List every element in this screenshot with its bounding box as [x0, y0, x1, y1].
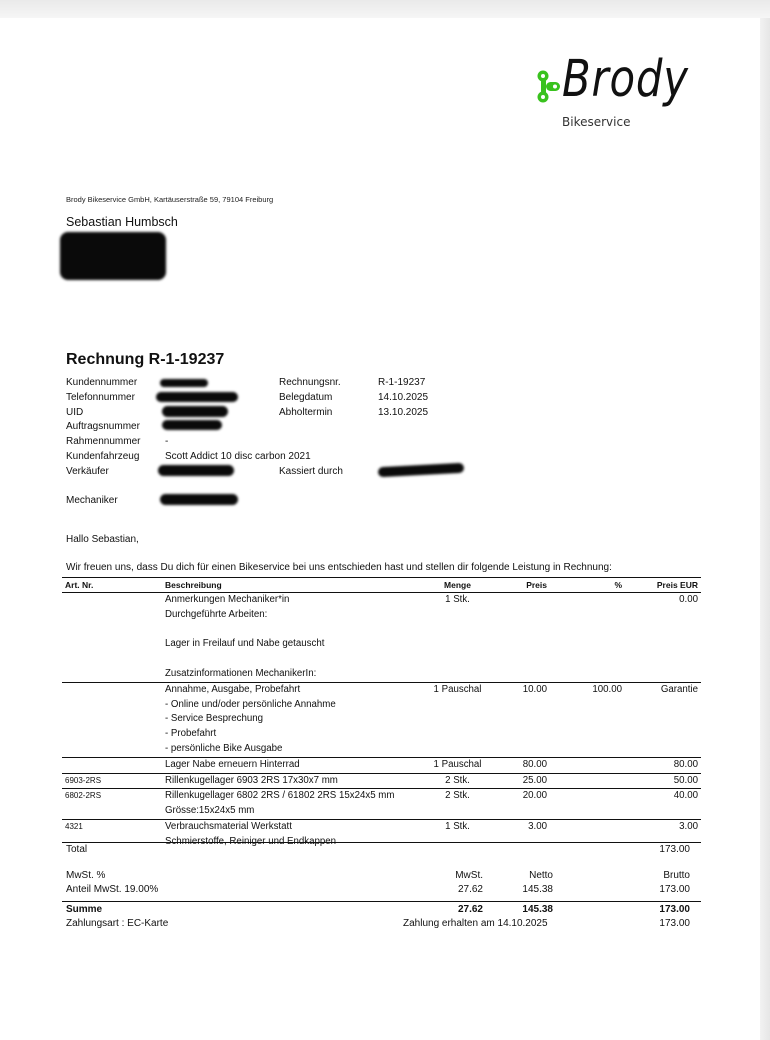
- summe-label: Summe: [66, 904, 103, 915]
- sender-address-line: Brody Bikeservice GmbH, Kartäuserstraße 59, 79104 Freiburg: [66, 195, 274, 204]
- meta-label-belegdatum: Belegdatum: [279, 392, 333, 403]
- meta-label-verkaeufer: Verkäufer: [66, 466, 109, 477]
- row-percent: [550, 727, 625, 742]
- meta-label-uid: UID: [66, 407, 84, 418]
- row-art-nr: [62, 804, 162, 819]
- row-description: Lager in Freilauf und Nabe getauscht: [165, 638, 325, 650]
- table-row: [62, 727, 701, 742]
- vat-header-netto: Netto: [529, 870, 553, 881]
- row-total: 80.00: [625, 757, 701, 773]
- redacted-verkaeufer: [158, 465, 234, 476]
- row-art-nr: [62, 698, 162, 713]
- row-price: [490, 742, 550, 757]
- row-total: 3.00: [625, 819, 701, 834]
- meta-label-rahmennummer: Rahmennummer: [66, 436, 141, 447]
- summe-brutto: 173.00: [659, 904, 690, 915]
- row-price: [490, 804, 550, 819]
- row-total: [625, 652, 701, 667]
- table-row: [62, 742, 701, 757]
- row-quantity: [425, 608, 490, 623]
- logo-subtitle: Bikeservice: [562, 115, 631, 129]
- table-row: [62, 652, 701, 667]
- logo-wordmark: Brody: [562, 50, 689, 109]
- payment-method: Zahlungsart : EC-Karte: [66, 918, 169, 929]
- col-header-menge: Menge: [425, 578, 490, 593]
- col-header-beschreibung: Beschreibung: [162, 578, 425, 593]
- row-price: [490, 637, 550, 652]
- vat-row-netto: 145.38: [522, 884, 553, 895]
- table-row: [62, 637, 701, 652]
- meta-label-kassiert-durch: Kassiert durch: [279, 466, 343, 477]
- row-total: [625, 727, 701, 742]
- summe-mwst: 27.62: [457, 904, 483, 915]
- row-price: 20.00: [490, 789, 550, 804]
- row-percent: [550, 698, 625, 713]
- row-description: - Service Besprechung: [165, 713, 264, 725]
- row-art-nr: [62, 712, 162, 727]
- row-price: [490, 608, 550, 623]
- vat-row-label: Anteil MwSt. 19.00%: [66, 884, 159, 895]
- row-quantity: 1 Stk.: [445, 594, 470, 605]
- row-price: [490, 667, 550, 682]
- row-total: [625, 667, 701, 682]
- total-value: 173.00: [659, 844, 690, 855]
- customer-name: Sebastian Humbsch: [66, 215, 178, 229]
- table-row: [62, 789, 701, 804]
- row-description: Verbrauchsmaterial Werkstatt: [162, 819, 425, 834]
- row-description: [162, 652, 425, 667]
- row-quantity: 2 Stk.: [425, 773, 490, 789]
- vat-row-brutto: 173.00: [659, 884, 690, 895]
- row-total: 50.00: [625, 773, 701, 789]
- row-price: 10.00: [490, 682, 550, 697]
- row-percent: [550, 757, 625, 773]
- row-description: Annahme, Ausgabe, Probefahrt: [162, 682, 425, 697]
- row-description: - Probefahrt: [165, 728, 217, 740]
- row-total: 40.00: [625, 789, 701, 804]
- row-percent: [550, 773, 625, 789]
- table-row: [62, 623, 701, 638]
- vat-header-mwst: MwSt.: [455, 870, 483, 881]
- table-header-row: [62, 578, 701, 593]
- row-description: Lager Nabe erneuern Hinterrad: [162, 757, 425, 773]
- row-percent: [550, 593, 625, 608]
- row-price: [490, 652, 550, 667]
- row-percent: [550, 742, 625, 757]
- redacted-telefonnummer: [156, 392, 238, 402]
- row-price: [490, 727, 550, 742]
- row-art-nr: 6903-2RS: [62, 773, 162, 789]
- row-art-nr: [62, 757, 162, 773]
- row-quantity: 1 Pauschal: [425, 757, 490, 773]
- page-top-shadow: [0, 0, 770, 18]
- redacted-kundennummer: [160, 379, 208, 387]
- row-description: - Online und/oder persönliche Annahme: [165, 698, 336, 710]
- row-description: Durchgeführte Arbeiten:: [165, 608, 268, 620]
- row-percent: [550, 637, 625, 652]
- row-quantity: [425, 804, 490, 819]
- vat-row-mwst: 27.62: [457, 884, 483, 895]
- table-row: [62, 667, 701, 682]
- row-quantity: [425, 727, 490, 742]
- row-quantity: [425, 652, 490, 667]
- meta-label-telefonnummer: Telefonnummer: [66, 392, 135, 403]
- col-header-preis: Preis: [490, 578, 550, 593]
- col-header-art-nr: Art. Nr.: [62, 578, 162, 593]
- row-art-nr: [62, 667, 162, 682]
- row-percent: [550, 652, 625, 667]
- row-total: Garantie: [625, 682, 701, 697]
- row-percent: [550, 667, 625, 682]
- row-quantity: [425, 637, 490, 652]
- row-percent: [550, 789, 625, 804]
- row-art-nr: [62, 682, 162, 697]
- row-quantity: 1 Stk.: [425, 819, 490, 834]
- row-description: Rillenkugellager 6903 2RS 17x30x7 mm: [162, 773, 425, 789]
- redacted-auftragsnummer: [162, 420, 222, 430]
- meta-label-auftragsnummer: Auftragsnummer: [66, 421, 140, 432]
- row-total: [625, 623, 701, 638]
- row-total: [625, 742, 701, 757]
- table-row: [62, 593, 701, 608]
- col-header-prozent: %: [550, 578, 625, 593]
- meta-value-rechnungsnr: R-1-19237: [378, 377, 426, 388]
- table-row: [62, 804, 701, 819]
- row-art-nr: 6802-2RS: [62, 789, 162, 804]
- meta-label-mechaniker: Mechaniker: [66, 495, 118, 506]
- payment-received: Zahlung erhalten am 14.10.2025: [403, 918, 548, 929]
- brody-logo-icon: [535, 68, 563, 106]
- page-right-shadow: [760, 18, 770, 1040]
- row-art-nr: [62, 727, 162, 742]
- row-percent: [550, 712, 625, 727]
- row-percent: [550, 623, 625, 638]
- row-percent: [550, 819, 625, 834]
- row-description: - persönliche Bike Ausgabe: [165, 742, 283, 754]
- row-total: [625, 608, 701, 623]
- row-art-nr: [62, 608, 162, 623]
- row-total: [625, 698, 701, 713]
- meta-value-rahmennummer: -: [165, 436, 169, 447]
- row-price: 25.00: [490, 773, 550, 789]
- row-description: [162, 623, 425, 638]
- table-row: [62, 712, 701, 727]
- redacted-mechaniker: [160, 494, 238, 505]
- row-percent: [550, 804, 625, 819]
- row-quantity: 2 Stk.: [425, 789, 490, 804]
- meta-label-rechnungsnr: Rechnungsnr.: [279, 377, 341, 388]
- row-quantity: [425, 742, 490, 757]
- col-header-preis-eur: Preis EUR: [625, 578, 701, 593]
- line-items-table: [62, 577, 701, 850]
- row-art-nr: [62, 623, 162, 638]
- row-price: [490, 712, 550, 727]
- row-price: 80.00: [490, 757, 550, 773]
- table-row: [62, 819, 701, 834]
- row-total: [625, 712, 701, 727]
- row-art-nr: [62, 637, 162, 652]
- total-top-rule: [62, 842, 701, 843]
- row-description: Anmerkungen Mechaniker*in: [165, 594, 290, 605]
- meta-label-kundenfahrzeug: Kundenfahrzeug: [66, 451, 140, 462]
- meta-value-belegdatum: 14.10.2025: [378, 392, 429, 403]
- row-price: [490, 698, 550, 713]
- intro-text: Wir freuen uns, dass Du dich für einen Bikeservice bei uns entschieden hast und stellen dir folgende Leistung in Rechnung:: [66, 562, 612, 573]
- greeting: Hallo Sebastian,: [66, 534, 139, 545]
- summe-top-rule: [62, 901, 701, 902]
- table-row: [62, 698, 701, 713]
- row-quantity: [425, 712, 490, 727]
- row-price: [490, 623, 550, 638]
- row-art-nr: [62, 652, 162, 667]
- table-row: [62, 608, 701, 623]
- table-row: [62, 757, 701, 773]
- meta-value-abholtermin: 13.10.2025: [378, 407, 429, 418]
- invoice-title: Rechnung R-1-19237: [66, 351, 225, 368]
- row-quantity: 1 Pauschal: [425, 682, 490, 697]
- row-quantity: [425, 623, 490, 638]
- table-row: [62, 773, 701, 789]
- row-description: Zusatzinformationen MechanikerIn:: [165, 667, 317, 679]
- row-art-nr: [62, 593, 162, 608]
- meta-label-abholtermin: Abholtermin: [279, 407, 333, 418]
- row-art-nr: 4321: [62, 819, 162, 834]
- row-total: 0.00: [679, 594, 698, 605]
- row-price: [490, 593, 550, 608]
- row-quantity: [425, 667, 490, 682]
- payment-amount: 173.00: [659, 918, 690, 929]
- redacted-address: [60, 232, 166, 280]
- summe-netto: 145.38: [522, 904, 553, 915]
- row-price: 3.00: [490, 819, 550, 834]
- row-total: [625, 804, 701, 819]
- row-percent: [550, 608, 625, 623]
- row-total: [625, 637, 701, 652]
- vat-header-label: MwSt. %: [66, 870, 106, 881]
- row-description: Rillenkugellager 6802 2RS / 61802 2RS 15x24x5 mm: [162, 789, 425, 804]
- redacted-uid: [162, 406, 228, 417]
- row-art-nr: [62, 742, 162, 757]
- meta-label-kundennummer: Kundennummer: [66, 377, 138, 388]
- row-quantity: [425, 698, 490, 713]
- row-percent: 100.00: [550, 682, 625, 697]
- row-description: Grösse:15x24x5 mm: [165, 805, 255, 817]
- meta-value-kundenfahrzeug: Scott Addict 10 disc carbon 2021: [165, 451, 311, 462]
- table-row: [62, 682, 701, 697]
- vat-header-brutto: Brutto: [663, 870, 690, 881]
- total-label: Total: [66, 844, 88, 855]
